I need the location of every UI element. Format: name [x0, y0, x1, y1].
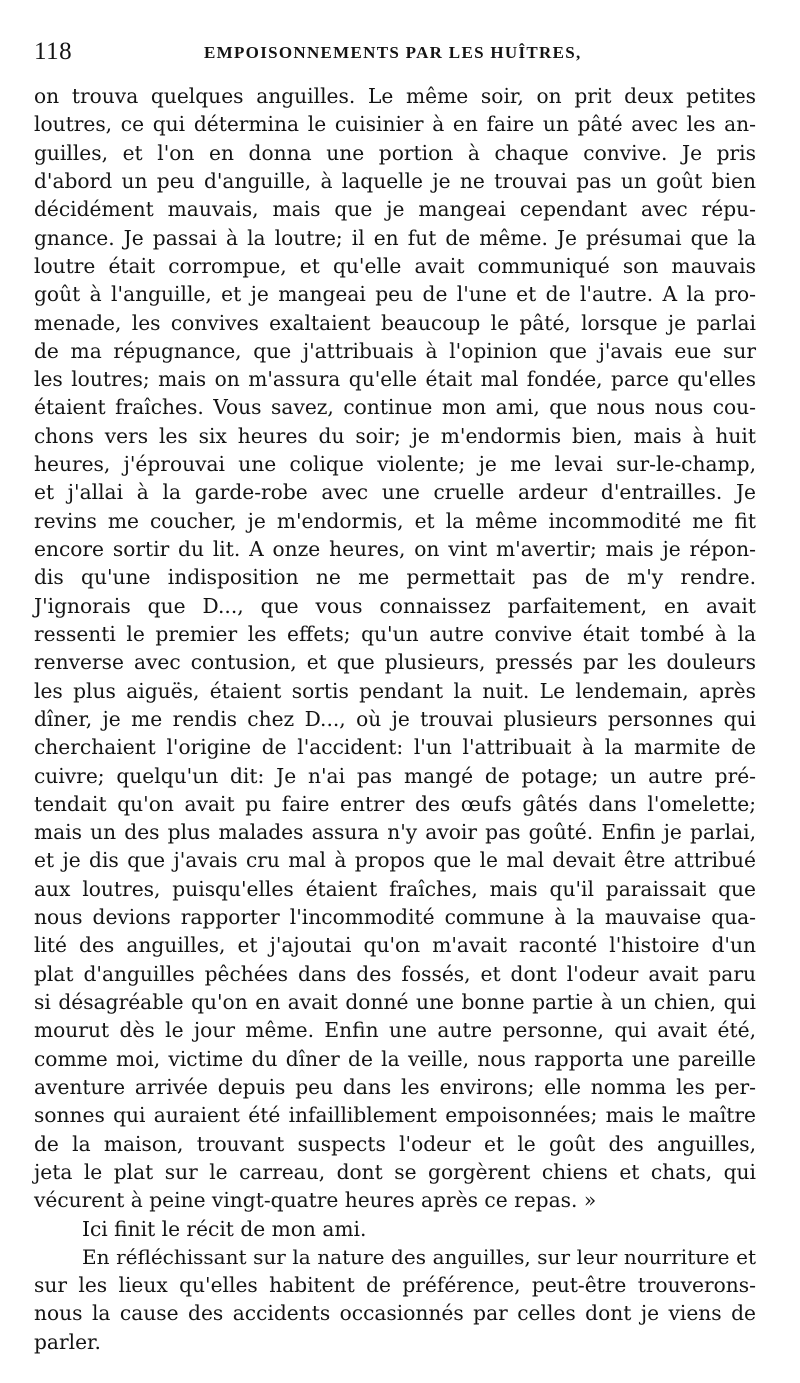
text-line: guilles, et l'on en donna une portion à chaque convive. Je pris [34, 140, 756, 165]
page-number: 118 [34, 38, 73, 65]
text-line: mourut dès le jour même. Enfin une autre personne, qui avait été, [34, 1018, 756, 1043]
text-line: de ma répugnance, que j'attribuais à l'opinion que j'avais eue sur [34, 338, 756, 363]
text-line: et je dis que j'avais cru mal à propos que le mal devait être attribué [34, 848, 756, 873]
text-line: les loutres; mais on m'assura qu'elle était mal fondée, parce qu'elles [34, 367, 756, 392]
text-line: dîner, je me rendis chez D..., où je trouvai plusieurs personnes qui [34, 706, 756, 731]
text-line: mais un des plus malades assura n'y avoir pas goûté. Enfin je parlai, [34, 820, 756, 845]
text-line: décidément mauvais, mais que je mangeai cependant avec répu- [34, 197, 756, 222]
text-line: goût à l'anguille, et je mangeai peu de l'une et de l'autre. A la pro- [34, 282, 756, 307]
text-line: plat d'anguilles pêchées dans des fossés, et dont l'odeur avait paru [34, 961, 756, 986]
text-line: nous devions rapporter l'incommodité commune à la mauvaise qua- [34, 905, 756, 930]
text-line: tendait qu'on avait pu faire entrer des œufs gâtés dans l'omelette; [34, 791, 756, 816]
text-line: menade, les convives exaltaient beaucoup le pâté, lorsque je parlai [34, 310, 756, 335]
text-line: cuivre; quelqu'un dit: Je n'ai pas mangé de potage; un autre pré- [34, 763, 756, 788]
text-line: heures, j'éprouvai une colique violente; je me levai sur-le-champ, [34, 452, 756, 477]
text-line: jeta le plat sur le carreau, dont se gorgèrent chiens et chats, qui [34, 1159, 756, 1184]
page-header [34, 38, 756, 82]
text-line: comme moi, victime du dîner de la veille, nous rapporta une pareille [34, 1046, 756, 1071]
text-line: ressenti le premier les effets; qu'un autre convive était tombé à la [34, 621, 756, 646]
text-line: étaient fraîches. Vous savez, continue mon ami, que nous nous cou- [34, 395, 756, 420]
text-line: revins me coucher, je m'endormis, et la même incommodité me fit [34, 508, 756, 533]
text-line: et j'allai à la garde-robe avec une cruelle ardeur d'entrailles. Je [34, 480, 756, 505]
text-line: vécurent à peine vingt-quatre heures après ce repas. » [34, 1188, 597, 1213]
text-line: J'ignorais que D..., que vous connaissez parfaitement, en avait [34, 593, 756, 618]
running-title: EMPOISONNEMENTS PAR LES HUÎTRES, [204, 43, 582, 62]
body-text [34, 82, 756, 1356]
text-line: de la maison, trouvant suspects l'odeur et le goût des anguilles, [34, 1131, 756, 1156]
text-line: parler. [34, 1329, 101, 1354]
text-line: encore sortir du lit. A onze heures, on vint m'avertir; mais je répon- [34, 537, 756, 561]
text-line: on trouva quelques anguilles. Le même soir, on prit deux petites [34, 84, 756, 108]
text-line: d'abord un peu d'anguille, à laquelle je ne trouvai pas un goût bien [34, 168, 756, 193]
text-line: si désagréable qu'on en avait donné une bonne partie à un chien, qui [34, 990, 756, 1014]
text-line: aux loutres, puisqu'elles étaient fraîches, mais qu'il paraissait que [34, 876, 756, 901]
text-line: nous la cause des accidents occasionnés par celles dont je viens de [34, 1301, 756, 1326]
text-line: sonnes qui auraient été infailliblement empoisonnées; mais le maître [34, 1103, 756, 1128]
text-line: les plus aiguës, étaient sortis pendant la nuit. Le lendemain, après [34, 678, 756, 703]
text-line: gnance. Je passai à la loutre; il en fut de même. Je présumai que la [34, 225, 756, 250]
text-line: lité des anguilles, et j'ajoutai qu'on m'avait raconté l'histoire d'un [34, 933, 756, 958]
text-line: renverse avec contusion, et que plusieurs, pressés par les douleurs [34, 650, 756, 675]
text-line: loutres, ce qui détermina le cuisinier à en faire un pâté avec les an- [34, 112, 756, 137]
text-line: dis qu'une indisposition ne me permettait pas de m'y rendre. [34, 565, 756, 590]
text-line: sur les lieux qu'elles habitent de préférence, peut-être trouverons- [34, 1273, 756, 1298]
text-line: cherchaient l'origine de l'accident: l'un l'attribuait à la marmite de [34, 735, 756, 760]
text-line: Ici finit le récit de mon ami. [82, 1216, 367, 1241]
text-line: aventure arrivée depuis peu dans les environs; elle nomma les per- [34, 1074, 756, 1099]
text-line: En réfléchissant sur la nature des anguilles, sur leur nourriture et [82, 1244, 756, 1269]
text-line: loutre était corrompue, et qu'elle avait communiqué son mauvais [34, 253, 756, 278]
text-line: chons vers les six heures du soir; je m'endormis bien, mais à huit [34, 423, 756, 448]
